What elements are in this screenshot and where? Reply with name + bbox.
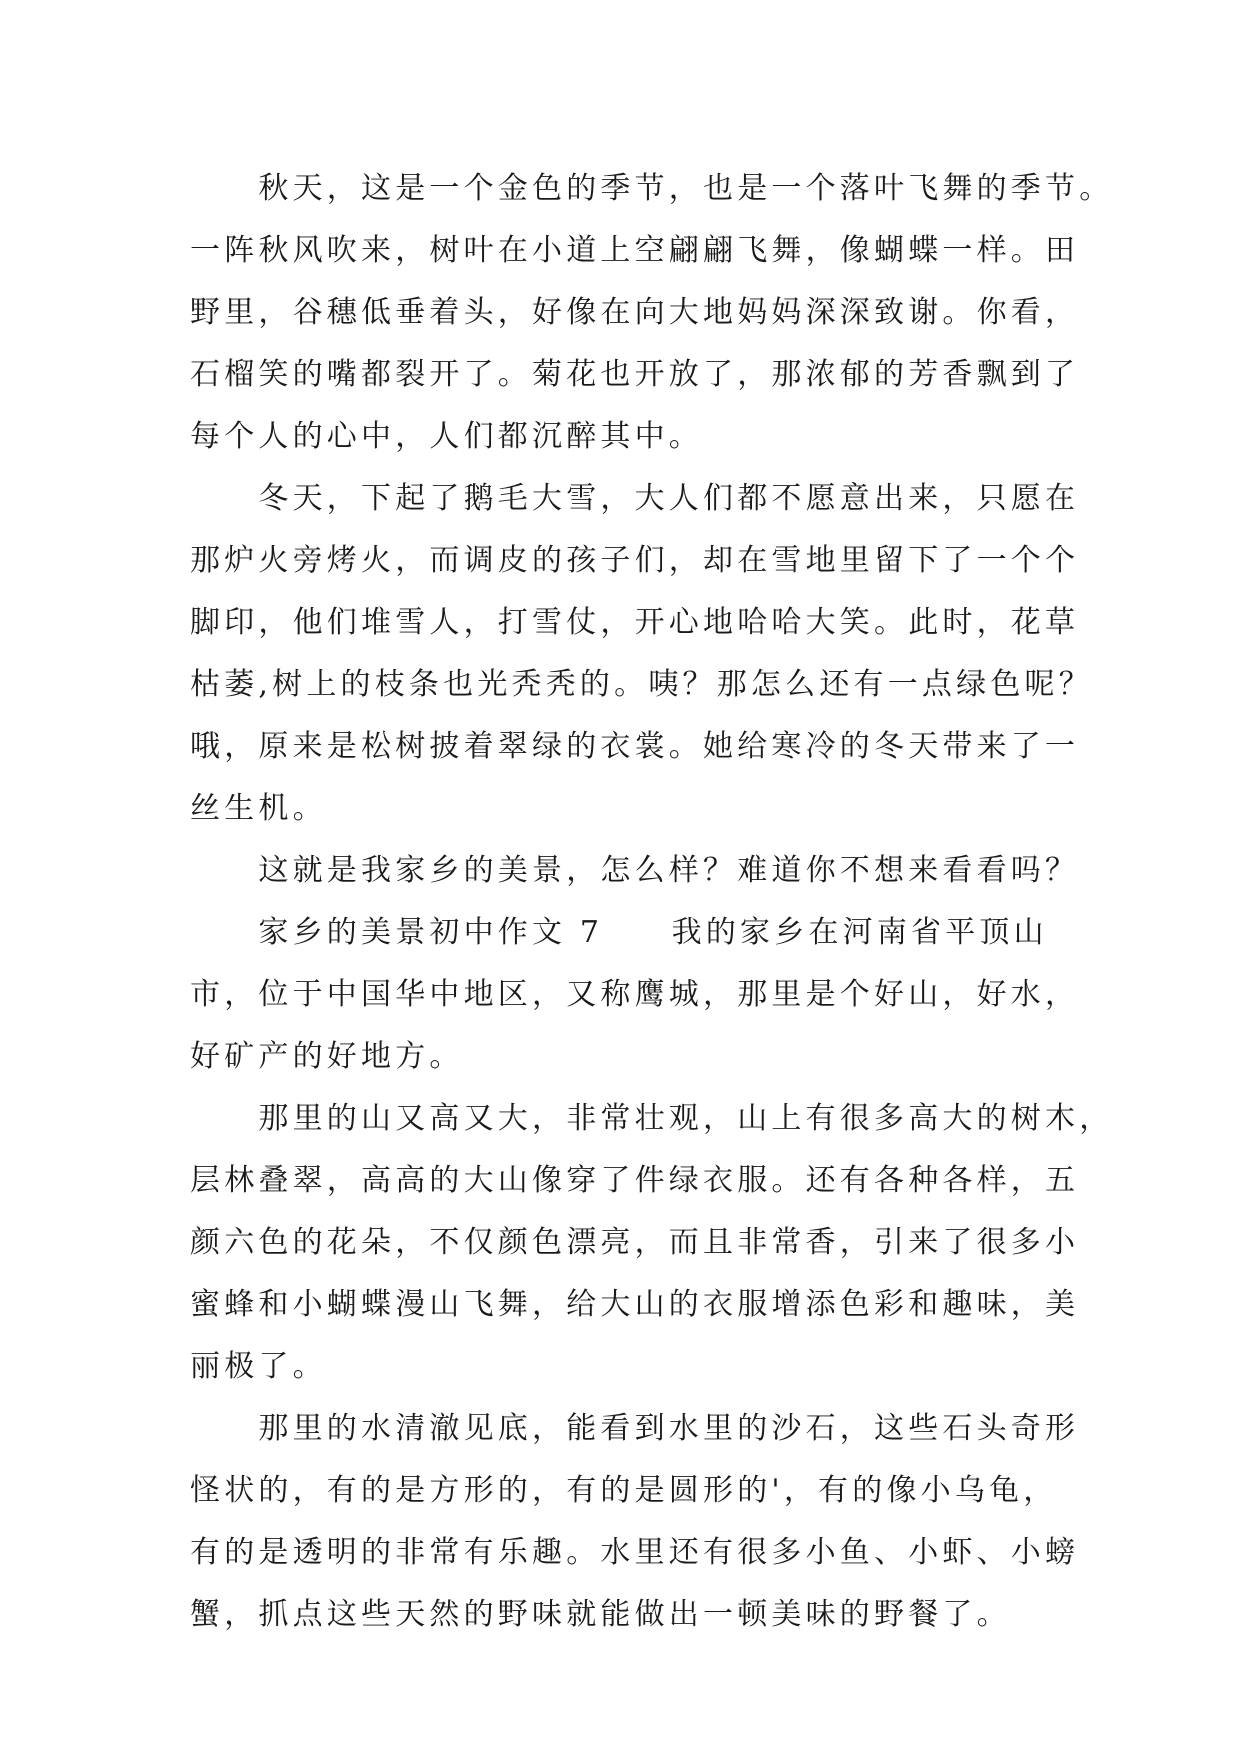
text-line: 层林叠翠，高高的大山像穿了件绿衣服。还有各种各样，五 xyxy=(190,1163,1080,1198)
text-line: 蜜蜂和小蝴蝶漫山飞舞，给大山的衣服增添色彩和趣味，美 xyxy=(190,1287,1080,1322)
text-line: 那炉火旁烤火，而调皮的孩子们，却在雪地里留下了一个个 xyxy=(190,543,1080,578)
text-line: 丽极了。 xyxy=(190,1349,327,1384)
text-line: 哦，原来是松树披着翠绿的衣裳。她给寒冷的冬天带来了一 xyxy=(190,729,1080,764)
text-line: 市，位于中国华中地区，又称鹰城，那里是个好山，好水， xyxy=(190,977,1080,1012)
text-line: 好矿产的好地方。 xyxy=(190,1039,464,1074)
text-line: 丝生机。 xyxy=(190,791,327,826)
text-line: 颜六色的花朵，不仅颜色漂亮，而且非常香，引来了很多小 xyxy=(190,1225,1080,1260)
text-line: 那里的山又高又大，非常壮观，山上有很多高大的树木， xyxy=(190,1101,1114,1136)
text-line: 怪状的，有的是方形的，有的是圆形的'，有的像小乌龟， xyxy=(190,1473,1058,1508)
text-line: 一阵秋风吹来，树叶在小道上空翩翩飞舞，像蝴蝶一样。田 xyxy=(190,233,1080,268)
text-line: 每个人的心中，人们都沉醉其中。 xyxy=(190,419,703,454)
text-line: 这就是我家乡的美景，怎么样？难道你不想来看看吗？ xyxy=(190,853,1080,888)
text-line: 石榴笑的嘴都裂开了。菊花也开放了，那浓郁的芳香飘到了 xyxy=(190,357,1080,392)
document-body xyxy=(190,158,1114,1646)
text-line: 有的是透明的非常有乐趣。水里还有很多小鱼、小虾、小螃 xyxy=(190,1535,1080,1570)
text-line: 家乡的美景初中作文 7 我的家乡在河南省平顶山 xyxy=(190,915,1048,950)
text-line: 蟹，抓点这些天然的野味就能做出一顿美味的野餐了。 xyxy=(190,1597,1011,1632)
text-line: 秋天，这是一个金色的季节，也是一个落叶飞舞的季节。 xyxy=(190,171,1114,206)
text-line: 冬天，下起了鹅毛大雪，大人们都不愿意出来，只愿在 xyxy=(190,481,1080,516)
text-line: 那里的水清澈见底，能看到水里的沙石，这些石头奇形 xyxy=(190,1411,1080,1446)
text-line: 脚印，他们堆雪人，打雪仗，开心地哈哈大笑。此时，花草 xyxy=(190,605,1080,640)
text-line: 野里，谷穗低垂着头，好像在向大地妈妈深深致谢。你看， xyxy=(190,295,1080,330)
text-line: 枯萎,树上的枝条也光秃秃的。咦？那怎么还有一点绿色呢？ xyxy=(190,667,1093,702)
